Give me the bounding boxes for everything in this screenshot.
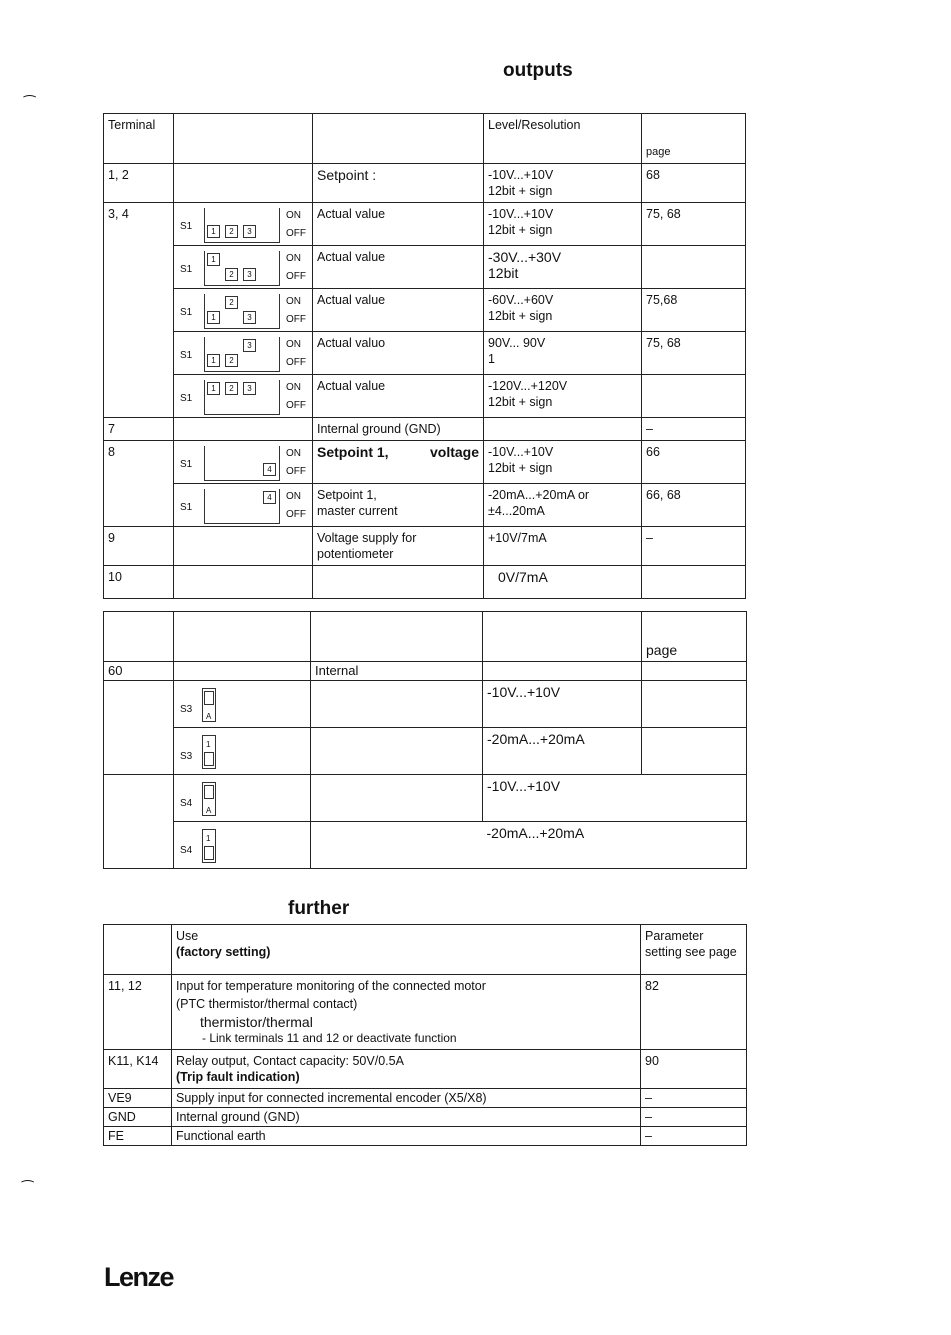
terminal-cell: 10 [104, 566, 174, 599]
terminal-cell: K11, K14 [104, 1050, 172, 1089]
dip-switch: S1 1 2 3 ON OFF [174, 246, 313, 289]
heading-further: further [288, 898, 350, 919]
use-cell: Relay output, Contact capacity: 50V/0.5A (Trip fault indication) [172, 1050, 641, 1089]
terminal-table-outputs [103, 113, 746, 599]
dip-switch: S1 4 ON OFF [174, 484, 313, 527]
dip-switch: S1 1 2 3 ON OFF [174, 332, 313, 375]
terminal-cell: 60 [104, 662, 174, 681]
terminal-cell: FE [104, 1127, 172, 1146]
margin-mark: ⁀ [24, 95, 36, 111]
level-cell: 0V/7mA [484, 566, 642, 599]
page-cell: 75, 68 [642, 203, 746, 246]
level-cell: -10V...+10V 12bit + sign [484, 441, 642, 484]
dip-switch: S1 4 ON OFF [174, 441, 313, 484]
level-cell: -30V...+30V 12bit [484, 246, 642, 289]
level-cell: -20mA...+20mA or ±4...20mA [484, 484, 642, 527]
terminal-table-further [103, 924, 747, 1146]
header-use [313, 114, 484, 164]
header-use: Use (factory setting) [172, 925, 641, 975]
header-level: Level/Resolution [484, 114, 642, 164]
level-cell: -120V...+120V 12bit + sign [484, 375, 642, 418]
page-cell: 68 [642, 164, 746, 203]
terminal-cell: 8 [104, 441, 174, 527]
use-cell: Actual value [313, 375, 484, 418]
use-cell: Input for temperature monitoring of the connected motor (PTC thermistor/thermal contact) thermistor/thermal - Link terminals 11 and 12 or deactivate function [172, 975, 641, 1050]
use-cell: Actual valuo [313, 332, 484, 375]
header-page: page [642, 114, 746, 164]
page-cell: 75, 68 [642, 332, 746, 375]
terminal-cell: 11, 12 [104, 975, 172, 1050]
level-cell: -20mA...+20mA [483, 822, 747, 869]
terminal-cell: 7 [104, 418, 174, 441]
page-cell: 82 [641, 975, 747, 1050]
level-cell: -10V...+10V [483, 775, 747, 822]
level-cell: -10V...+10V [483, 681, 642, 728]
level-cell: -10V...+10V 12bit + sign [484, 164, 642, 203]
use-cell: Setpoint 1, voltage [313, 441, 484, 484]
slide-switch: S3 A [174, 681, 311, 728]
page-cell: 66 [642, 441, 746, 484]
dip-switch: S1 1 2 3 ON OFF [174, 289, 313, 332]
use-cell: Actual value [313, 203, 484, 246]
use-cell: Actual value [313, 246, 484, 289]
header-param: Parameter setting see page [641, 925, 747, 975]
level-cell: 90V... 90V 1 [484, 332, 642, 375]
page-cell: – [641, 1089, 747, 1108]
page-cell: – [642, 527, 746, 566]
use-cell: Setpoint : [313, 164, 484, 203]
header-page: page [642, 612, 747, 662]
terminal-cell: 1, 2 [104, 164, 174, 203]
terminal-cell: 9 [104, 527, 174, 566]
use-cell: Actual value [313, 289, 484, 332]
use-cell: Internal ground (GND) [172, 1108, 641, 1127]
page-cell: 90 [641, 1050, 747, 1089]
level-cell: +10V/7mA [484, 527, 642, 566]
margin-mark: ⁀ [22, 1180, 34, 1196]
page-cell: – [641, 1127, 747, 1146]
slide-switch: S3 1 [174, 728, 311, 775]
use-cell: Supply input for connected incremental encoder (X5/X8) [172, 1089, 641, 1108]
header-terminal: Terminal [104, 114, 174, 164]
dip-switch: S1 1 2 3 ON OFF [174, 203, 313, 246]
slide-switch: S4 1 [174, 822, 311, 869]
use-cell: Internal ground (GND) [313, 418, 484, 441]
slide-switch: S4 A [174, 775, 311, 822]
terminal-cell: VE9 [104, 1089, 172, 1108]
page-cell [642, 375, 746, 418]
dip-switch: S1 1 2 3 ON OFF [174, 375, 313, 418]
page-cell [642, 246, 746, 289]
level-cell: -20mA...+20mA [483, 728, 642, 775]
page-cell: – [642, 418, 746, 441]
terminal-cell: 3, 4 [104, 203, 174, 418]
terminal-table-inputs [103, 611, 747, 869]
header-switch [174, 114, 313, 164]
heading-outputs: outputs [503, 60, 573, 81]
page-cell: 75,68 [642, 289, 746, 332]
use-cell: Setpoint 1, master current [313, 484, 484, 527]
lenze-logo: Lenze [104, 1262, 174, 1292]
terminal-cell: GND [104, 1108, 172, 1127]
use-cell: Functional earth [172, 1127, 641, 1146]
use-cell: Voltage supply for potentiometer [313, 527, 484, 566]
page-cell: – [641, 1108, 747, 1127]
use-cell: Internal [311, 662, 483, 681]
level-cell: -10V...+10V 12bit + sign [484, 203, 642, 246]
level-cell: -60V...+60V 12bit + sign [484, 289, 642, 332]
page-cell: 66, 68 [642, 484, 746, 527]
